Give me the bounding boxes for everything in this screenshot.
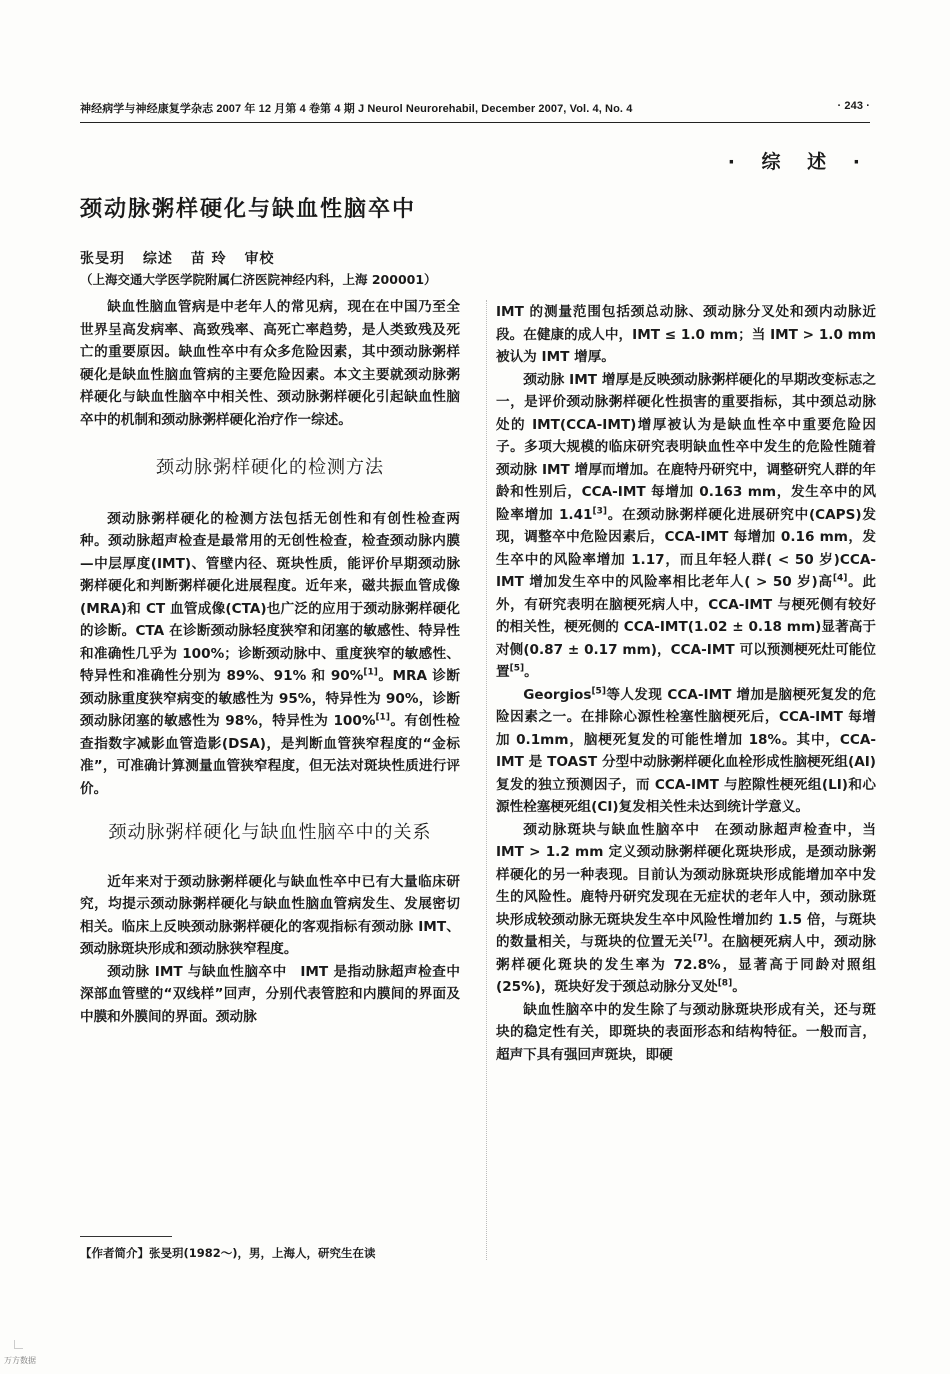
section-heading-detection: 颈动脉粥样硬化的检测方法 — [156, 457, 384, 478]
footnote-rule — [80, 1236, 172, 1237]
intro-paragraph: 缺血性脑血管病是中老年人的常见病，现在在中国乃至全世界呈高发病率、高致残率、高死亡率趋势，是人类致残及死亡的重要原因。缺血性卒中有众多危险因素，其中颈动脉粥样硬化是缺血性脑血管病的主要危险因素。本文主要就颈动脉粥样硬化与缺血性脑卒中相关性、颈动脉粥样硬化引起缺血性脑卒中的机制和颈动脉粥样硬化治疗作一综述。 — [80, 299, 460, 428]
journal-citation: 神经病学与神经康复学杂志 2007 年 12 月第 4 卷第 4 期 J Neurol Neurorehabil, December 2007, Vol. 4, No. 4 — [80, 103, 633, 115]
citation: [5] — [509, 663, 525, 674]
citation: [1] — [375, 712, 390, 723]
page-corner-mark — [14, 1340, 23, 1349]
watermark-text: 万方数据 — [4, 1356, 36, 1365]
citation: [8] — [717, 978, 733, 989]
page-number: · 243 · — [837, 100, 870, 112]
georgios-paragraph: Georgios[5]等人发现 CCA-IMT 增加是脑梗死复发的危险因素之一。在排除心源性栓塞性脑梗死后，CCA-IMT 每增加 0.1mm，脑梗死复发的可能性增加 18%。其中，CCA-IMT 是 TOAST 分型中动脉粥样硬化血栓形成性脑梗死组(AI)复发的独立预测因子，而 CCA-IMT 与腔隙性梗死组(LI)和心源性栓塞梗死组(CI)复发相关性未达到统计学意义。 — [496, 685, 876, 815]
column-divider — [486, 300, 487, 1260]
section-heading-relation: 颈动脉粥样硬化与缺血性脑卒中的关系 — [108, 822, 432, 843]
imt-range-paragraph: IMT 的测量范围包括颈总动脉、颈动脉分叉处和颈内动脉近段。在健康的成人中，IMT ≤ 1.0 mm；当 IMT > 1.0 mm 被认为 IMT 增厚。 — [496, 304, 876, 365]
citation: [1] — [363, 667, 378, 678]
left-column — [80, 296, 460, 1028]
imt-thickening-paragraph: 颈动脉 IMT 增厚是反映颈动脉粥样硬化的早期改变标志之一，是评价颈动脉粥样硬化性损害的重要指标，其中颈总动脉处的 IMT(CCA-IMT)增厚被认为是缺血性卒中重要危险因子。多项大规模的临床研究表明缺血性卒中发生的危险性随着颈动脉 IMT 增厚而增加。在鹿特丹研究中，调整研究人群的年龄和性别后，CCA-IMT 每增加 0.163 mm，发生卒中的风险率增加 1.41[3]。在颈动脉粥样硬化进展研究中(CAPS)发现，调整卒中危险因素后，CCA-IMT 每增加 0.16 mm，发生卒中的风险率增加 1.17，而且年轻人群( < 50 岁)CCA-IMT 增加发生卒中的风险率相比老年人( > 50 岁)高[4]。此外，有研究表明在脑梗死病人中，CCA-IMT 与梗死侧有较好的相关性，梗死侧的 CCA-IMT(1.02 ± 0.18 mm)显著高于对侧(0.87 ± 0.17 mm)，CCA-IMT 可以预测梗死灶可能位置[5]。 — [496, 371, 876, 680]
subheading-plaque: 颈动脉斑块与缺血性脑卒中 — [523, 821, 701, 838]
stability-paragraph: 缺血性脑卒中的发生除了与颈动脉斑块形成有关，还与斑块的稳定性有关，即斑块的表面形态和结构特征。一般而言，超声下具有强回声斑块，即硬 — [496, 1001, 876, 1063]
relation-paragraph: 近年来对于颈动脉粥样硬化与缺血性卒中已有大量临床研究，均提示颈动脉粥样硬化与缺血性脑血管病发生、发展密切相关。临床上反映颈动脉粥样硬化的客观指标有颈动脉 IMT、颈动脉斑块形成和颈动脉狭窄程度。 — [80, 873, 460, 957]
author-name: 张旻玥 — [80, 251, 125, 267]
imt-paragraph: 颈动脉 IMT 与缺血性脑卒中 IMT 是指动脉超声检查中深部血管壁的“双线样”回声，分别代表管腔和内膜间的界面及中膜和外膜间的界面。颈动脉 — [80, 963, 460, 1025]
author-footnote: 【作者简介】张旻玥(1982～)，男，上海人，研究生在读 — [80, 1246, 376, 1260]
running-header — [80, 100, 870, 116]
citation: [7] — [692, 933, 708, 944]
subheading-imt: 颈动脉 IMT 与缺血性脑卒中 — [107, 963, 287, 980]
reviewer-role: 审校 — [244, 251, 275, 267]
affiliation: （上海交通大学医学院附属仁济医院神经内科，上海 200001） — [80, 272, 437, 287]
author-role: 综述 — [142, 251, 173, 267]
detection-paragraph: 颈动脉粥样硬化的检测方法包括无创性和有创性检查两种。颈动脉超声检查是最常用的无创性检查，检查颈动脉内膜—中层厚度(IMT)、管壁内径、斑块性质，能评价早期颈动脉粥样硬化和判断粥样硬化进展程度。近年来，磁共振血管成像(MRA)和 CT 血管成像(CTA)也广泛的应用于颈动脉粥样硬化的诊断。CTA 在诊断颈动脉轻度狭窄和闭塞的敏感性、特异性和准确性几乎为 100%；诊断颈动脉中、重度狭窄的敏感性、特异性和准确性分别为 89%、91% 和 90%[1]。MRA 诊断颈动脉重度狭窄病变的敏感性为 95%，特异性为 90%，诊断颈动脉闭塞的敏感性为 98%，特异性为 100%[1]。有创性检查指数字减影血管造影(DSA)，是判断血管狭窄程度的“金标准”，可准确计算测量血管狭窄程度，但无法对斑块性质进行评价。 — [80, 510, 460, 797]
article-title: 颈动脉粥样硬化与缺血性脑卒中 — [80, 197, 417, 222]
citation: [5] — [591, 685, 606, 696]
citation: [4] — [832, 573, 848, 584]
header-rule — [80, 122, 870, 123]
reviewer-name: 苗 玲 — [190, 251, 227, 267]
plaque-paragraph: 颈动脉斑块与缺血性脑卒中 在颈动脉超声检查中，当 IMT > 1.2 mm 定义颈动脉粥样硬化斑块形成，是颈动脉粥样硬化的另一种表现。目前认为颈动脉斑块形成能增加卒中发生的风险性。鹿特丹研究发现在无症状的老年人中，颈动脉斑块形成较颈动脉无斑块发生卒中风险性增加约 1.5 倍，与斑块的数量相关，与斑块的位置无关[7]。在脑梗死病人中，颈动脉粥样硬化斑块的发生率为 72.8%，显著高于同龄对照组(25%)，斑块好发于颈总动脉分叉处[8]。 — [496, 821, 877, 995]
section-tag: · 综 述 · — [727, 151, 870, 173]
authors — [80, 248, 287, 268]
citation: [3] — [592, 505, 608, 516]
right-column — [496, 301, 876, 1066]
